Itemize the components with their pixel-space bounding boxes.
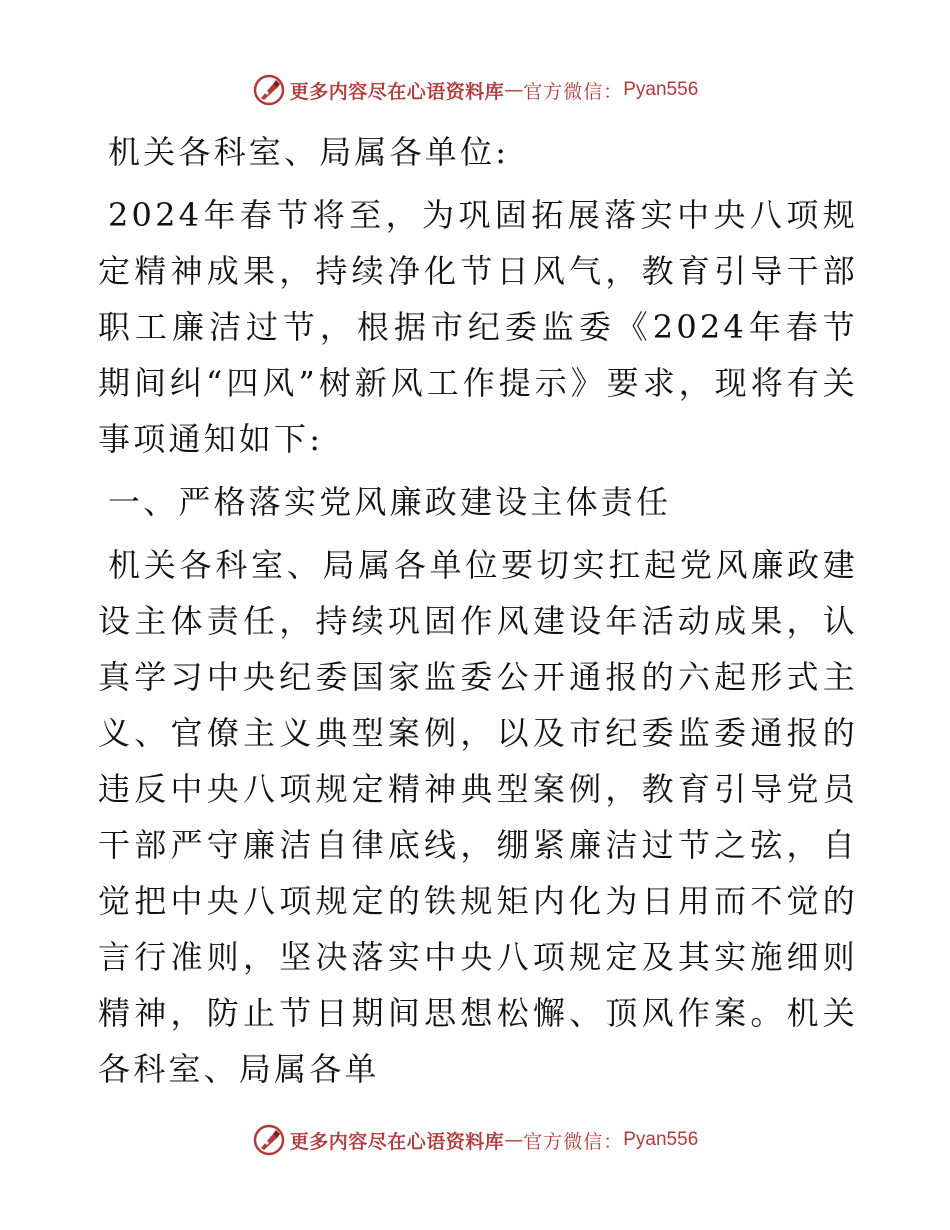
watermark-separator: — — [504, 1129, 524, 1151]
pen-nib-logo-icon — [252, 73, 286, 107]
section-heading: 一、严格落实党风廉政建设主体责任 — [108, 483, 672, 521]
section-body-paragraph: 机关各科室、局属各单位要切实扛起党风廉政建设主体责任，持续巩固作风建设年活动成果，认真学习中央纪委国家监委公开通报的六起形式主义、官僚主义典型案例，以及市纪委监委通报的违反中央八项规定精神典型案例，教育引导党员干部严守廉洁自律底线，绷紧廉洁过节之弦，自觉把中央八项规定的铁规矩内化为日用而不觉的言行准则，坚决落实中央八项规定及其实施细则精神，防止节日期间思想松懈、顶风作案。机关各科室、局属各单 — [98, 546, 858, 1088]
greeting: 机关各科室、局属各单位: — [108, 133, 510, 171]
watermark-wechat-id: Pyan556 — [623, 79, 699, 100]
document-body — [98, 124, 858, 1097]
pen-nib-logo-icon — [252, 1123, 286, 1157]
header-watermark — [0, 70, 950, 110]
watermark-separator: — — [504, 79, 524, 101]
watermark-label: 官方微信： — [523, 80, 624, 103]
watermark-wechat-id: Pyan556 — [623, 1129, 699, 1150]
footer-watermark — [0, 1120, 950, 1160]
watermark-main-text: 更多内容尽在心语资料库 — [289, 80, 505, 103]
intro-paragraph: 2024年春节将至，为巩固拓展落实中央八项规定精神成果，持续净化节日风气，教育引导干部职工廉洁过节，根据市纪委监委《2024年春节期间纠“四风”树新风工作提示》要求，现将有关事项通知如下: — [98, 196, 858, 458]
watermark-main-text: 更多内容尽在心语资料库 — [289, 1130, 505, 1153]
watermark-label: 官方微信： — [523, 1130, 624, 1153]
